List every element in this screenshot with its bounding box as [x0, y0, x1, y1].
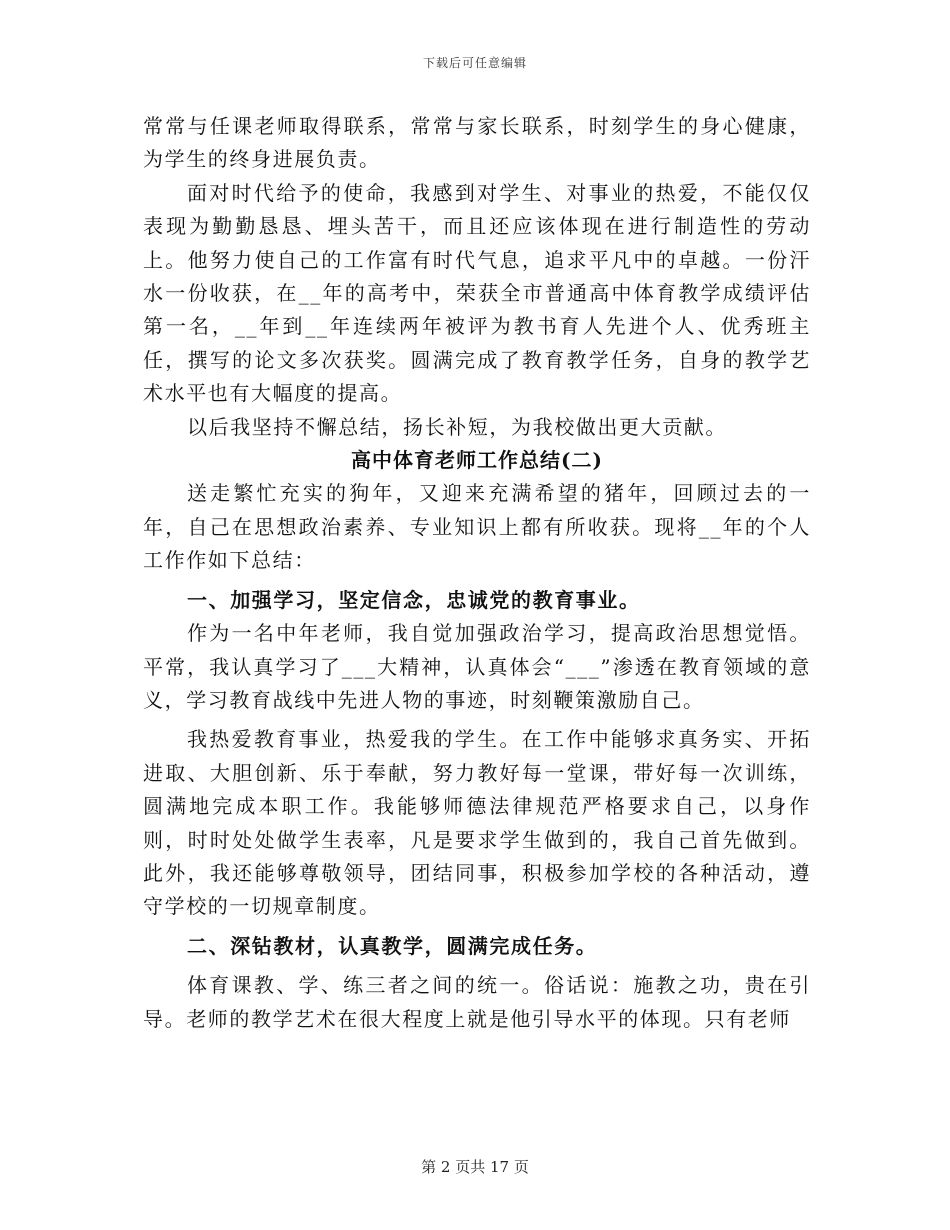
heading-teaching: 二、深钻教材，认真教学，圆满完成任务。 [187, 933, 598, 958]
paragraph-teaching: 体育课教、学、练三者之间的统一。俗话说：施教之功，贵在引导。老师的教学艺术在很大程度上就是他引导水平的体现。只有老师 [143, 973, 811, 1031]
paragraph-intro: 送走繁忙充实的狗年，又迎来充满希望的猪年，回顾过去的一年，自己在思想政治素养、专业知识上都有所收获。现将__年的个人工作作如下总结： [143, 481, 811, 573]
paragraph-dedication: 我热爱教育事业，热爱我的学生。在工作中能够求真务实、开拓进取、大胆创新、乐于奉献，努力教好每一堂课，带好每一次训练，圆满地完成本职工作。我能够师德法律规范严格要求自己，以身作则，时时处处做学生表率，凡是要求学生做到的，我自己首先做到。此外，我还能够尊敬领导，团结同事，积极参加学校的各种活动，遵守学校的一切规章制度。 [143, 727, 811, 919]
section-title: 高中体育老师工作总结(二) [351, 448, 603, 473]
paragraph-mission: 面对时代给予的使命，我感到对学生、对事业的热爱，不能仅仅表现为勤勤恳恳、埋头苦干，而且还应该体现在进行制造性的劳动上。他努力使自己的工作富有时代气息，追求平凡中的卓越。一份汗水一份收获，在__年的高考中，荣获全市普通高中体育教学成绩评估第一名，__年到__年连续两年被评为教书育人先进个人、优秀班主任，撰写的论文多次获奖。圆满完成了教育教学任务，自身的教学艺术水平也有大幅度的提高。 [143, 180, 811, 406]
paragraph-future: 以后我坚持不懈总结，扬长补短，为我校做出更大贡献。 [187, 414, 727, 439]
paragraph-political-study: 作为一名中年老师，我自觉加强政治学习，提高政治思想觉悟。平常，我认真学习了___大精神，认真体会“___”渗透在教育领域的意义，学习教育战线中先进人物的事迹，时刻鞭策激励自己。 [143, 621, 811, 712]
page-footer: 第 2 页共 17 页 [421, 1158, 529, 1176]
heading-study: 一、加强学习，坚定信念，忠诚党的教育事业。 [187, 587, 641, 612]
page-header: 下载后可任意编辑 [422, 56, 527, 70]
paragraph-continued: 常常与任课老师取得联系，常常与家长联系，时刻学生的身心健康，为学生的终身进展负责。 [143, 114, 811, 172]
document-body [143, 110, 811, 1036]
